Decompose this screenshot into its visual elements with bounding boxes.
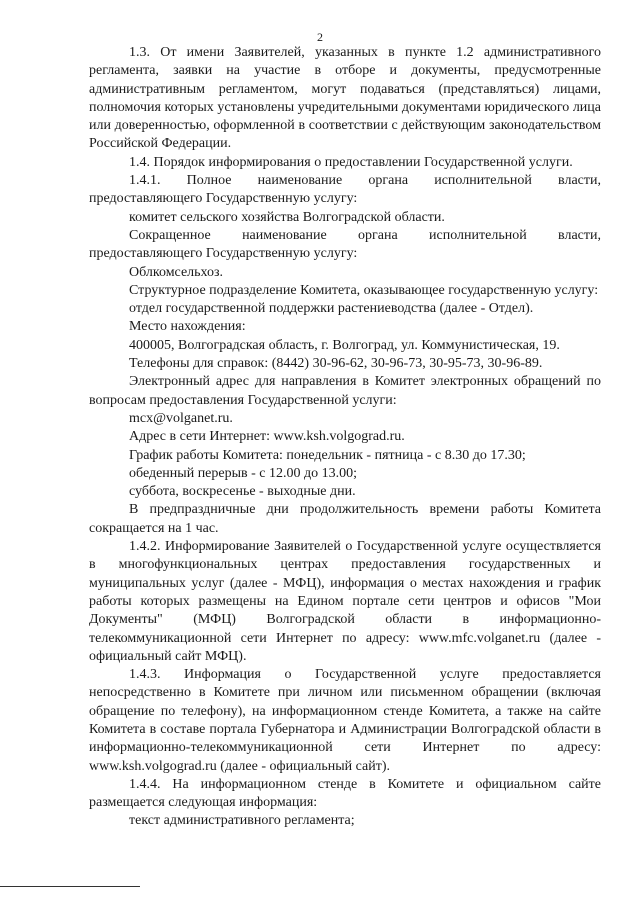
- paragraph: В предпраздничные дни продолжительность времени работы Комитета сокращается на 1 час.: [89, 502, 601, 536]
- paragraph: График работы Комитета: понедельник - пятница - с 8.30 до 17.30;: [129, 447, 526, 463]
- paragraph: Структурное подразделение Комитета, оказывающее государственную услугу:: [129, 282, 599, 298]
- paragraph: суббота, воскресенье - выходные дни.: [129, 484, 356, 500]
- paragraph: 1.4.3. Информация о Государственной услуге предоставляется непосредственно в Комитете при личном или письменном обращении (включая обращение по телефону), на информационном стенде Комитета, а также на сайте Комитета в составе портала Губернатора и Администрации Волгоградской области в информационно-телекоммуникационной сети Интернет по адресу: www.ksh.volgograd.ru (далее - официальный сайт).: [89, 667, 601, 774]
- paragraph: 1.4.2. Информирование Заявителей о Государственной услуге осуществляется в многофункциональных центрах предоставления государственных и муниципальных услуг (далее - МФЦ), информация о местах нахождения и график работы которых размещены на Едином портале сети центров и офисов "Мои Документы" (МФЦ) Волгоградской области в информационно-телекоммуникационной сети Интернет по адресу: www.mfc.volganet.ru (далее - официальный сайт МФЦ).: [89, 539, 601, 664]
- paragraph: 1.4.1. Полное наименование органа исполнительной власти, предоставляющего Государственную услугу:: [89, 173, 601, 207]
- paragraph: Телефоны для справок: (8442) 30-96-62, 30-96-73, 30-95-73, 30-96-89.: [129, 356, 543, 372]
- paragraph: Сокращенное наименование органа исполнительной власти, предоставляющего Государственную услугу:: [89, 227, 601, 262]
- paragraph: Адрес в сети Интернет: www.ksh.volgograd.ru.: [129, 429, 405, 445]
- paragraph: 1.3. От имени Заявителей, указанных в пункте 1.2 административного регламента, заявки на участие в отборе и документы, предусмотренные административным регламентом, могут подаваться (представляться) лицами, полномочия которых установлены учредительными документами юридического лица или доверенностью, оформленной в соответствии с действующим законодательством Российской Федерации.: [89, 45, 601, 152]
- document-body: [89, 44, 601, 831]
- footer-rule: [0, 886, 140, 887]
- paragraph: Место нахождения:: [129, 319, 246, 335]
- paragraph: отдел государственной поддержки растениеводства (далее - Отдел).: [129, 301, 534, 317]
- page-number: 2: [317, 30, 323, 44]
- paragraph: mcx@volganet.ru.: [129, 410, 233, 426]
- paragraph: обеденный перерыв - с 12.00 до 13.00;: [129, 465, 358, 481]
- paragraph: Электронный адрес для направления в Комитет электронных обращений по вопросам предоставления Государственной услуги:: [89, 374, 601, 408]
- paragraph: 1.4.4. На информационном стенде в Комитете и официальном сайте размещается следующая информация:: [89, 776, 601, 811]
- paragraph: 1.4. Порядок информирования о предоставлении Государственной услуги.: [129, 154, 573, 170]
- paragraph: текст административного регламента;: [129, 813, 355, 829]
- paragraph: комитет сельского хозяйства Волгоградской области.: [129, 209, 445, 225]
- paragraph: Облкомсельхоз.: [129, 264, 224, 280]
- paragraph: 400005, Волгоградская область, г. Волгоград, ул. Коммунистическая, 19.: [129, 337, 560, 353]
